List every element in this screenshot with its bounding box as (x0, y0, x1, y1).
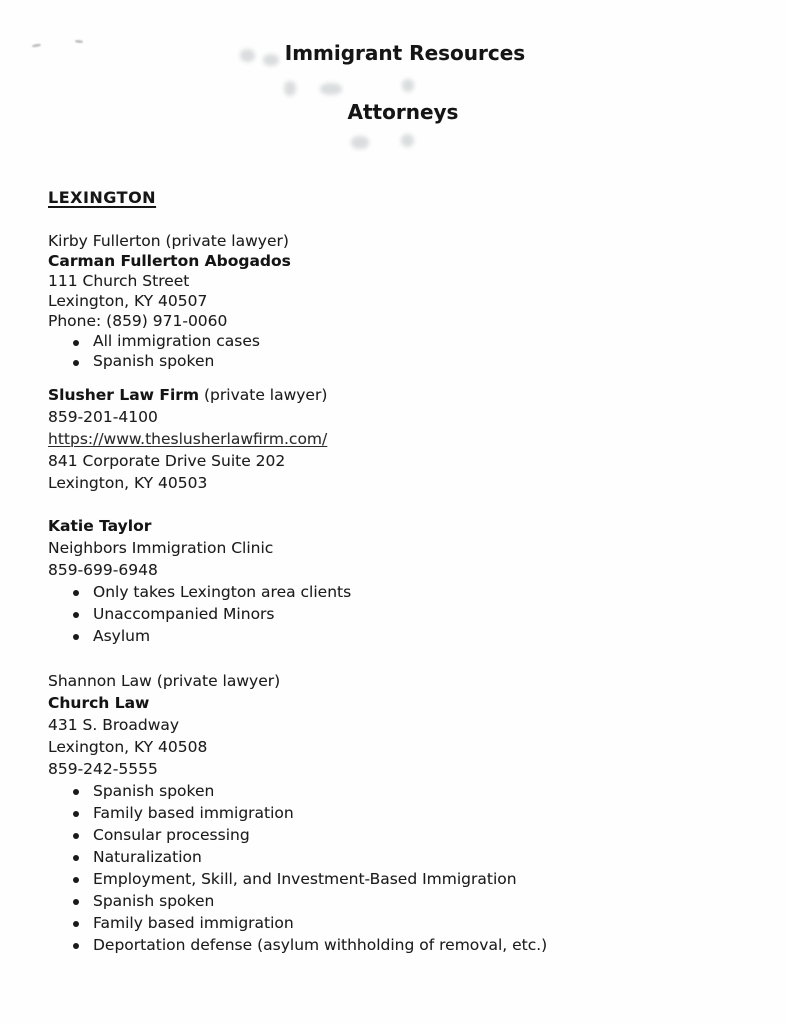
entry-text: Kirby Fullerton (private lawyer) (48, 232, 289, 250)
document-subtitle: Attorneys (347, 100, 459, 124)
bullet-item: Family based immigration (48, 802, 766, 824)
bullet-item: Family based immigration (48, 912, 766, 934)
entry-text: 859-242-5555 (48, 760, 158, 778)
bullet-item: Spanish spoken (48, 780, 766, 802)
entry-bullet-list (48, 581, 766, 647)
entry-line (48, 271, 766, 291)
entry-name-text: Carman Fullerton Abogados (48, 252, 291, 270)
attorney-entry (48, 384, 766, 494)
bullet-item: Spanish spoken (48, 351, 766, 371)
entry-bullet-list (48, 331, 766, 371)
bullet-item: Deportation defense (asylum withholding of removal, etc.) (48, 934, 766, 956)
scan-artifact (402, 79, 414, 92)
entry-line (48, 714, 766, 736)
bullet-item: Only takes Lexington area clients (48, 581, 766, 603)
entry-line (48, 692, 766, 714)
entry-text: 111 Church Street (48, 272, 190, 290)
entry-line (48, 450, 766, 472)
attorney-entry (48, 670, 766, 956)
entry-bullet-list (48, 780, 766, 956)
entry-line (48, 472, 766, 494)
bullet-item: Asylum (48, 625, 766, 647)
entry-line (48, 428, 766, 450)
bullet-item: Naturalization (48, 846, 766, 868)
scan-artifact (351, 136, 369, 149)
bullet-item: All immigration cases (48, 331, 766, 351)
attorney-entry (48, 231, 766, 371)
entry-text: Lexington, KY 40507 (48, 292, 208, 310)
bullet-item: Spanish spoken (48, 890, 766, 912)
document-title: Immigrant Resources (284, 41, 526, 65)
entry-text: 859-699-6948 (48, 561, 158, 579)
entry-text: 841 Corporate Drive Suite 202 (48, 452, 286, 470)
entry-text: Lexington, KY 40503 (48, 474, 208, 492)
entry-line (48, 251, 766, 271)
scan-artifact (401, 134, 414, 147)
entry-line (48, 311, 766, 331)
entry-line (48, 537, 766, 559)
entry-text: Phone: (859) 971-0060 (48, 312, 228, 330)
entry-text: Neighbors Immigration Clinic (48, 539, 274, 557)
entry-line (48, 291, 766, 311)
website-link[interactable]: https://www.theslusherlawfirm.com/ (48, 430, 328, 448)
entry-line (48, 406, 766, 428)
bullet-item: Unaccompanied Minors (48, 603, 766, 625)
entry-line (48, 384, 766, 406)
scan-artifact (284, 81, 296, 96)
bullet-item: Employment, Skill, and Investment-Based Immigration (48, 868, 766, 890)
entry-line (48, 670, 766, 692)
section-heading-lexington: LEXINGTON (48, 188, 157, 207)
entry-line (48, 736, 766, 758)
entry-line (48, 559, 766, 581)
entry-line (48, 231, 766, 251)
entry-name-text: Katie Taylor (48, 517, 152, 535)
entry-text: Lexington, KY 40508 (48, 738, 208, 756)
entry-name-text: Church Law (48, 694, 150, 712)
entry-name-text: Slusher Law Firm (48, 386, 200, 404)
bullet-item: Consular processing (48, 824, 766, 846)
attorney-entry (48, 515, 766, 647)
entry-text: Shannon Law (private lawyer) (48, 672, 281, 690)
entry-line (48, 758, 766, 780)
entry-text: 859-201-4100 (48, 408, 158, 426)
entry-text: 431 S. Broadway (48, 716, 180, 734)
entry-line (48, 515, 766, 537)
scan-artifact (320, 83, 342, 95)
entry-text: (private lawyer) (199, 386, 328, 404)
